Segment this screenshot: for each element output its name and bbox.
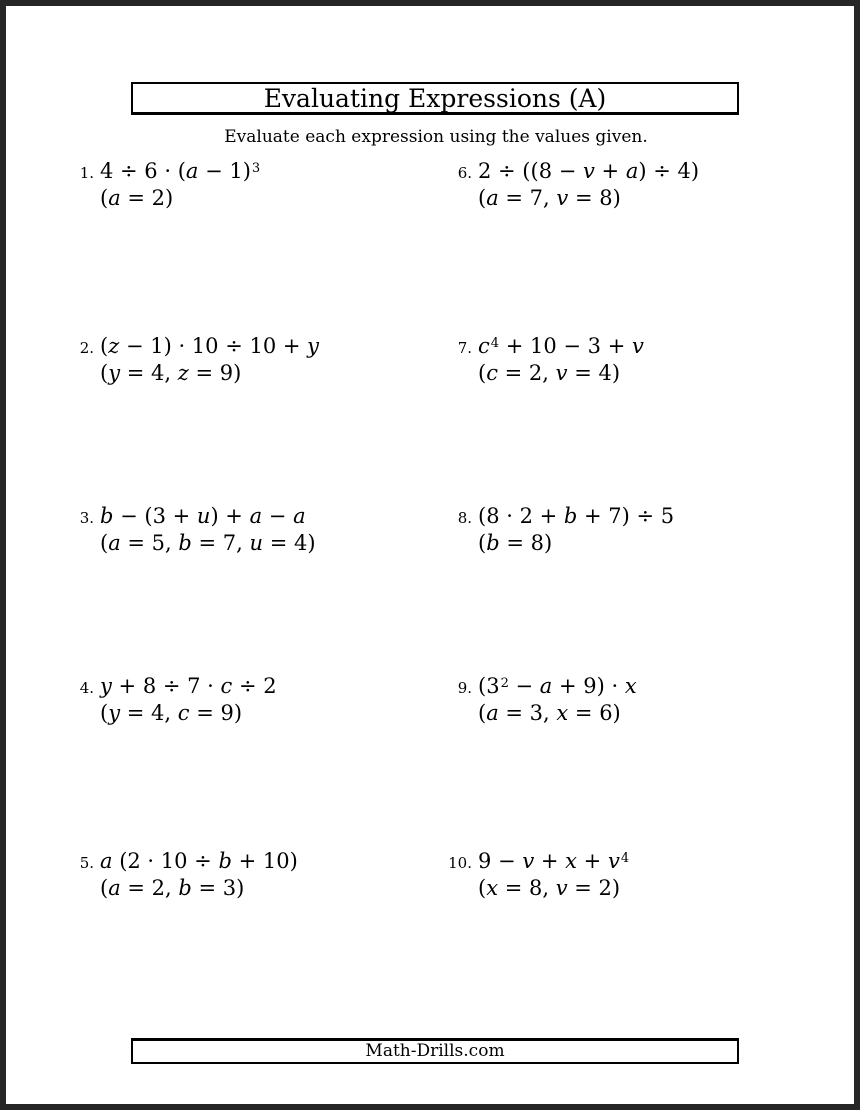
problem-expression: 2 ÷ ((8 − v + a) ÷ 4) [478, 159, 700, 183]
problem-item [68, 848, 298, 902]
problem-number: 1. [79, 164, 94, 182]
problem-item [446, 333, 644, 387]
instructions-text: Evaluate each expression using the values given. [224, 127, 648, 147]
problem-item [68, 503, 316, 557]
problem-item [446, 848, 629, 902]
problem-number: 2. [79, 339, 94, 357]
problem-number: 4. [79, 679, 94, 697]
problem-values: (a = 2) [100, 186, 174, 210]
problems-area [6, 6, 860, 1110]
problem-values: (b = 8) [478, 531, 553, 555]
problem-expression: y + 8 ÷ 7 · c ÷ 2 [100, 674, 277, 698]
problem-values: (a = 3, x = 6) [478, 701, 621, 725]
page-title: Evaluating Expressions (A) [263, 83, 607, 113]
problem-item [68, 158, 260, 212]
problem-number: 10. [448, 854, 472, 872]
problem-expression: $4 \div 6 \cdot (a - 1)^3$ [100, 159, 261, 183]
footer-brand: Math-Drills.com [365, 1041, 505, 1061]
problem-values: (x = 8, v = 2) [478, 876, 621, 900]
problem-expression: a (2 · 10 ÷ b + 10) [100, 849, 298, 873]
problem-values: (a = 5, b = 7, u = 4) [100, 531, 316, 555]
problem-number: 9. [457, 679, 472, 697]
problem-item [68, 673, 277, 727]
problem-number: 7. [457, 339, 472, 357]
problem-item [446, 503, 674, 557]
problem-values: (a = 2, b = 3) [100, 876, 245, 900]
problem-expression: (z − 1) · 10 ÷ 10 + y [100, 334, 320, 358]
problem-item [68, 333, 319, 387]
problem-values: (a = 7, v = 8) [478, 186, 621, 210]
problem-item [446, 158, 699, 212]
problem-expression: b − (3 + u) + a − a [100, 504, 306, 528]
problem-values: (y = 4, z = 9) [100, 361, 242, 385]
problem-number: 6. [457, 164, 472, 182]
problem-number: 8. [457, 509, 472, 527]
problem-number: 3. [79, 509, 94, 527]
problem-values: (c = 2, v = 4) [478, 361, 621, 385]
problem-expression: $c^4 + 10 - 3 + v$ [478, 334, 644, 358]
problem-expression: $(3^2 - a + 9) \cdot x$ [478, 674, 637, 698]
problem-values: (y = 4, c = 9) [100, 701, 243, 725]
problem-expression: (8 · 2 + b + 7) ÷ 5 [478, 504, 675, 528]
footer-box [131, 1038, 739, 1064]
problem-number: 5. [79, 854, 94, 872]
problem-item [446, 673, 637, 727]
problem-expression: $9 - v + x + v^4$ [478, 849, 630, 873]
